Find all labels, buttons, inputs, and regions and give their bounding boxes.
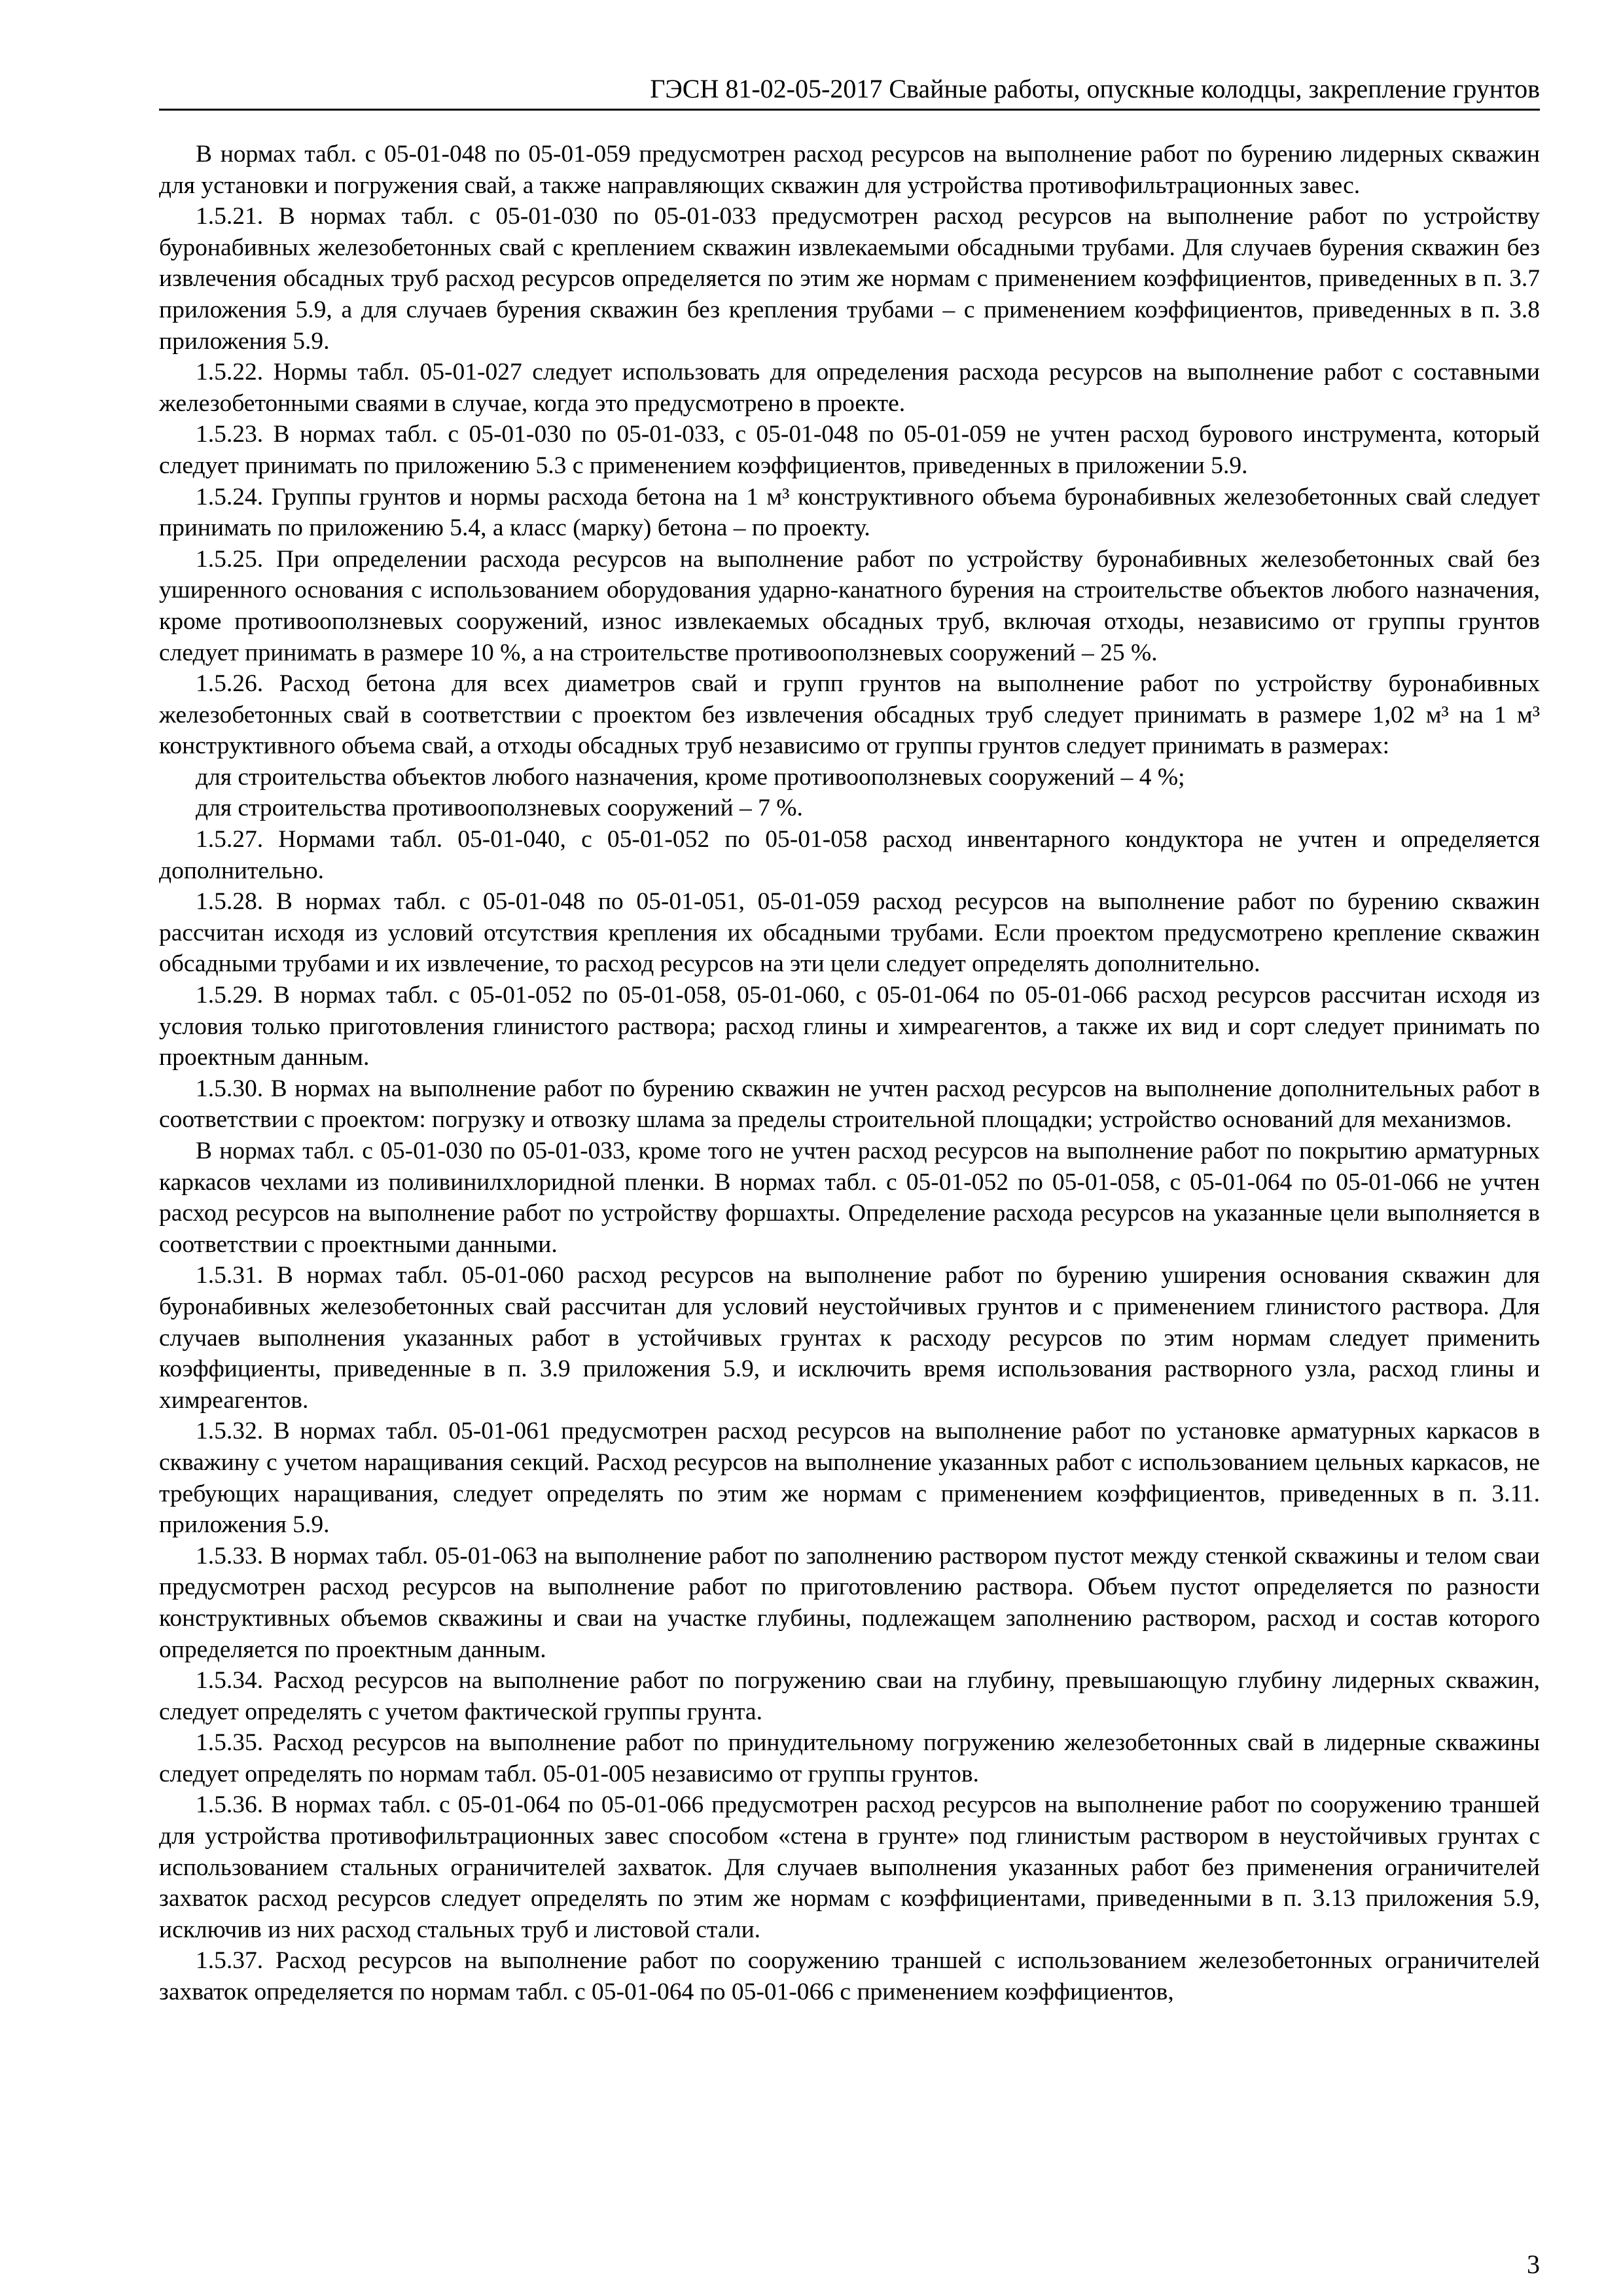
paragraph: 1.5.30. В нормах на выполнение работ по бурению скважин не учтен расход ресурсов на выполнение дополнительных работ в соответствии с проектом: погрузку и отвозку шлама за пределы строительной площадки; устройство оснований для механизмов. [159,1075,1540,1134]
paragraph: 1.5.24. Группы грунтов и нормы расхода бетона на 1 м³ конструктивного объема буронабивных железобетонных свай следует принимать по приложению 5.4, а класс (марку) бетона – по проекту. [159,483,1540,542]
paragraph: 1.5.25. При определении расхода ресурсов на выполнение работ по устройству буронабивных железобетонных свай без уширенного основания с использованием оборудования ударно-канатного бурения на строительстве объектов любого назначения, кроме противооползневых сооружений, износ извлекаемых обсадных труб, включая отходы, независимо от группы грунтов следует принимать в размере 10 %, а на строительстве противооползневых сооружений – 25 %. [159,545,1540,666]
paragraph: 1.5.29. В нормах табл. с 05-01-052 по 05-01-058, 05-01-060, с 05-01-064 по 05-01-066 расход ресурсов рассчитан исходя из условия только приготовления глинистого раствора; расход глины и химреагентов, а также их вид и сорт следует принимать по проектным данным. [159,982,1540,1071]
paragraph: 1.5.21. В нормах табл. с 05-01-030 по 05-01-033 предусмотрен расход ресурсов на выполнение работ по устройству буронабивных железобетонных свай с креплением скважин извлекаемыми обсадными трубами. Для случаев бурения скважин без извлечения обсадных труб расход ресурсов определяется по этим же нормам с применением коэффициентов, приведенных в п. 3.7 приложения 5.9, а для случаев бурения скважин без крепления трубами – с применением коэффициентов, приведенных в п. 3.8 приложения 5.9. [159,203,1540,355]
list-item: для строительства противооползневых сооружений – 7 %. [196,795,803,822]
paragraph: В нормах табл. с 05-01-030 по 05-01-033, кроме того не учтен расход ресурсов на выполнение работ по покрытию арматурных каркасов чехлами из поливинилхлоридной пленки. В нормах табл. с 05-01-052 по 05-01-058, с 05-01-064 по 05-01-066 не учтен расход ресурсов на выполнение работ по устройству форшахты. Определение расхода ресурсов на указанные цели выполняется в соответствии с проектными данными. [159,1138,1540,1258]
list-item: для строительства объектов любого назначения, кроме противооползневых сооружений – 4 %; [196,763,1185,791]
paragraph: 1.5.36. В нормах табл. с 05-01-064 по 05-01-066 предусмотрен расход ресурсов на выполнение работ по сооружению траншей для устройства противофильтрационных завес способом «стена в грунте» под глинистым раствором в неустойчивых грунтах с использованием стальных ограничителей захваток. Для случаев выполнения указанных работ без применения ограничителей захваток расход ресурсов следует определять по этим же нормам с коэффициентами, приведенными в п. 3.13 приложения 5.9, исключив из них расход стальных труб и листовой стали. [159,1791,1540,1943]
paragraph: 1.5.32. В нормах табл. 05-01-061 предусмотрен расход ресурсов на выполнение работ по установке арматурных каркасов в скважину с учетом наращивания секций. Расход ресурсов на выполнение указанных работ с использованием цельных каркасов, не требующих наращивания, следует определять по этим же нормам с применением коэффициентов, приведенных в п. 3.11. приложения 5.9. [159,1418,1540,1539]
paragraph: 1.5.22. Нормы табл. 05-01-027 следует использовать для определения расхода ресурсов на выполнение работ с составными железобетонными сваями в случае, когда это предусмотрено в проекте. [159,359,1540,417]
running-header: ГЭСН 81-02-05-2017 Свайные работы, опускные колодцы, закрепление грунтов [650,74,1540,103]
paragraph: 1.5.33. В нормах табл. 05-01-063 на выполнение работ по заполнению раствором пустот между стенкой скважины и телом сваи предусмотрен расход ресурсов на выполнение работ по приготовлению раствора. Объем пустот определяется по разности конструктивных объемов скважины и сваи на участке глубины, подлежащем заполнению раствором, расход и состав которого определяется по проектным данным. [159,1542,1540,1663]
paragraph: 1.5.27. Нормами табл. 05-01-040, с 05-01-052 по 05-01-058 расход инвентарного кондуктора не учтен и определяется дополнительно. [159,826,1540,884]
paragraph: 1.5.34. Расход ресурсов на выполнение работ по погружению сваи на глубину, превышающую глубину лидерных скважин, следует определять с учетом фактической группы грунта. [159,1667,1540,1725]
paragraph: 1.5.28. В нормах табл. с 05-01-048 по 05-01-051, 05-01-059 расход ресурсов на выполнение работ по бурению скважин рассчитан исходя из условий отсутствия крепления их обсадными трубами. Если проектом предусмотрено крепление скважин обсадными трубами и их извлечение, то расход ресурсов на эти цели следует определять дополнительно. [159,888,1540,978]
paragraph: 1.5.37. Расход ресурсов на выполнение работ по сооружению траншей с использованием железобетонных ограничителей захваток определяется по нормам табл. с 05-01-064 по 05-01-066 с применением коэффициентов, [159,1947,1540,2006]
paragraph: 1.5.26. Расход бетона для всех диаметров свай и групп грунтов на выполнение работ по устройству буронабивных железобетонных свай в соответствии с проектом без извлечения обсадных труб следует принимать в размере 1,02 м³ на 1 м³ конструктивного объема свай, а отходы обсадных труб независимо от группы грунтов следует принимать в размерах: [159,670,1540,760]
document-body [159,139,1540,2008]
page-number: 3 [1527,2250,1540,2279]
paragraph: 1.5.31. В нормах табл. 05-01-060 расход ресурсов на выполнение работ по бурению уширения основания скважин для буронабивных железобетонных свай рассчитан для условий неустойчивых грунтов и с применением глинистого раствора. Для случаев выполнения указанных работ в устойчивых грунтах к расходу ресурсов по этим нормам следует применить коэффициенты, приведенные в п. 3.9 приложения 5.9, и исключить время использования растворного узла, расход глины и химреагентов. [159,1262,1540,1414]
paragraph: 1.5.23. В нормах табл. с 05-01-030 по 05-01-033, с 05-01-048 по 05-01-059 не учтен расход бурового инструмента, который следует принимать по приложению 5.3 с применением коэффициентов, приведенных в приложении 5.9. [159,421,1540,479]
paragraph: 1.5.35. Расход ресурсов на выполнение работ по принудительному погружению железобетонных свай в лидерные скважины следует определять по нормам табл. 05-01-005 независимо от группы грунтов. [159,1729,1540,1787]
paragraph: В нормах табл. с 05-01-048 по 05-01-059 предусмотрен расход ресурсов на выполнение работ по бурению лидерных скважин для установки и погружения свай, а также направляющих скважин для устройства противофильтрационных завес. [159,141,1540,199]
header-rule [159,109,1540,111]
